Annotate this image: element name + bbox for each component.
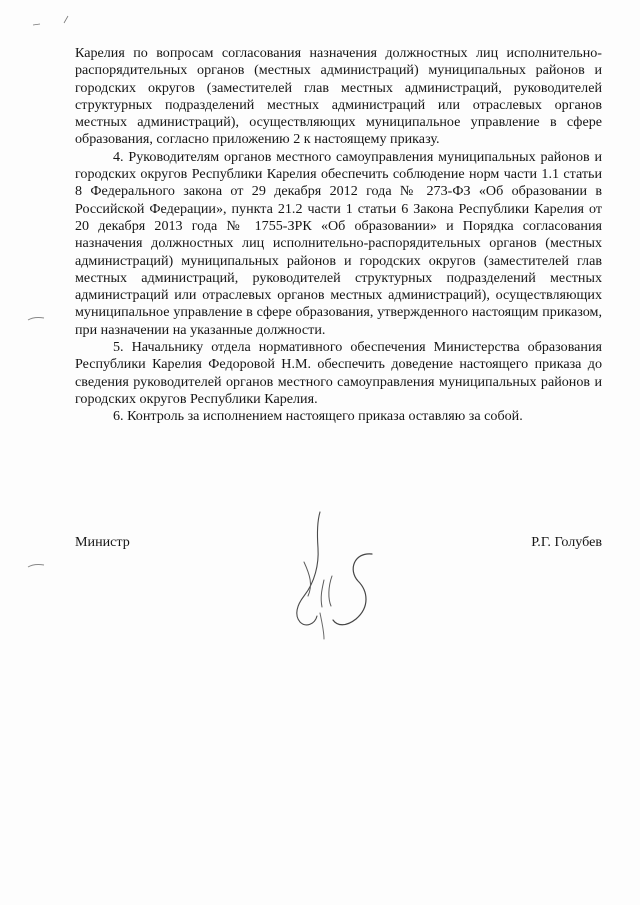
scan-edge-mark <box>26 313 46 323</box>
order-text <box>75 45 602 426</box>
signer-name: Р.Г. Голубев <box>531 534 602 550</box>
paragraph-item-5: 5. Начальнику отдела нормативного обеспечения Министерства образования Республики Карелия Федоровой Н.М. обеспечить доведение настоящего приказа до сведения руководителей органов местного самоуправления муниципальных районов и городских округов Республики Карелия. <box>75 339 602 407</box>
handwritten-signature <box>282 510 378 640</box>
paragraph-continuation: Карелия по вопросам согласования назначения должностных лиц исполнительно-распорядительных органов (местных администраций) муниципальных районов и городских округов (заместителей глав местных администраций, руководителей структурных подразделений местных администраций или отраслевых органов местных администраций), осуществляющих муниципальное управление в сфере образования, согласно приложению 2 к настоящему приказу. <box>75 45 602 148</box>
position-title: Министр <box>75 534 130 550</box>
paragraph-item-4: 4. Руководителям органов местного самоуправления муниципальных районов и городских округов Республики Карелия обеспечить соблюдение норм части 1.1 статьи 8 Федерального закона от 29 декабря 2012 года № 273-ФЗ «Об образовании в Российской Федерации», пункта 21.2 части 1 статьи 6 Закона Республики Карелия от 20 декабря 2013 года № 1755-ЗРК «Об образовании» и Порядка согласования назначения должностных лиц исполнительно-распорядительных органов (местных администраций) муниципальных районов и городских округов (заместителей глав местных администраций, руководителей структурных подразделений местных администраций или отраслевых органов местных администраций), осуществляющих муниципальное управление в сфере образования, утвержденного настоящим приказом, при назначении на указанные должности. <box>75 148 602 338</box>
scan-edge-mark-lower <box>26 560 46 570</box>
scan-corner-mark <box>32 12 77 28</box>
paragraph-item-6: 6. Контроль за исполнением настоящего приказа оставляю за собой. <box>113 408 523 425</box>
